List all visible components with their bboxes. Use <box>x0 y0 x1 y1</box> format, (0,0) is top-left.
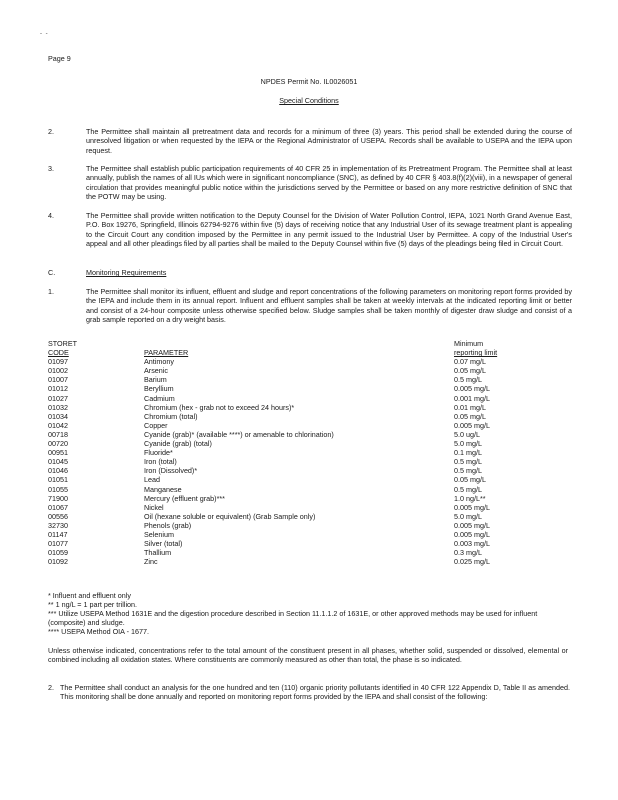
table-row <box>48 412 544 421</box>
storet-code-cell: 00556 <box>48 511 68 521</box>
col-header-minimum: Minimum <box>454 339 484 348</box>
table-row <box>48 439 544 448</box>
storet-code-cell: 01051 <box>48 475 68 485</box>
table-row <box>48 485 544 494</box>
storet-code-cell: 01055 <box>48 484 68 494</box>
parameter-cell: Zinc <box>144 557 158 567</box>
storet-code-cell: 01077 <box>48 539 68 549</box>
reporting-limit-cell: 0.001 mg/L <box>454 393 490 403</box>
paragraph-records: The Permittee shall maintain all pretreatment data and records for a minimum of three (3) years. This period shall be extended during the course of unresolved litigation or when requested by the IEPA or the Regional Administrator of USEPA. Records shall be available to USEPA and the IEPA upon request. <box>86 127 572 155</box>
section-title: Special Conditions <box>279 96 339 105</box>
paragraph-number: 4. <box>48 211 54 220</box>
parameter-cell: Copper <box>144 420 168 430</box>
storet-code-cell: 01046 <box>48 466 68 476</box>
parameter-cell: Beryllium <box>144 384 174 394</box>
table-row <box>48 366 544 375</box>
reporting-limit-cell: 0.1 mg/L <box>454 448 482 458</box>
reporting-limit-cell: 0.3 mg/L <box>454 548 482 558</box>
table-row <box>48 494 544 503</box>
reporting-limit-cell: 0.005 mg/L <box>454 502 490 512</box>
storet-code-cell: 71900 <box>48 493 68 503</box>
storet-code-cell: 00718 <box>48 429 68 439</box>
table-row <box>48 394 544 403</box>
col-header-reporting-limit: reporting limit <box>454 348 498 358</box>
table-row <box>48 548 544 557</box>
storet-code-cell: 00720 <box>48 439 68 449</box>
table-row <box>48 475 544 484</box>
monitoring-heading: Monitoring Requirements <box>86 268 167 277</box>
page-number: Page 9 <box>48 54 71 63</box>
reporting-limit-cell: 1.0 ng/L** <box>454 493 486 503</box>
parameter-cell: Iron (Dissolved)* <box>144 466 198 476</box>
storet-code-cell: 00951 <box>48 448 68 458</box>
storet-code-cell: 32730 <box>48 520 68 530</box>
reporting-limit-cell: 0.005 mg/L <box>454 529 490 539</box>
reporting-limit-cell: 0.003 mg/L <box>454 539 490 549</box>
parameter-cell: Fluoride* <box>144 448 173 458</box>
parameter-cell: Cyanide (grab) (total) <box>144 439 212 449</box>
footnote: ** 1 ng/L = 1 part per trillion. <box>48 600 138 609</box>
monitoring-paragraph: The Permittee shall monitor its influent, effluent and sludge and report concentrations of the following parameters on monitoring report forms provided by the IEPA and include them in its annual report. Influent and effluent samples shall be taken at weekly intervals at the indicated reporting limit or better and consist of a 24-hour composite unless otherwise specified below. Sludge samples shall be taken monthly of digester draw sludge and consist of a grab sample reported on a dry weight basis. <box>86 287 572 324</box>
permit-title: NPDES Permit No. IL0026051 <box>260 77 358 86</box>
parameter-cell: Nickel <box>144 502 164 512</box>
parameter-cell: Cadmium <box>144 393 175 403</box>
table-row <box>48 375 544 384</box>
reporting-limit-cell: 0.05 mg/L <box>454 366 486 376</box>
footnote: *** Utilize USEPA Method 1631E and the digestion procedure described in Section 11.1.1.2 of 1631E, or other approved methods may be used for influent (composite) and sludge. <box>48 609 538 628</box>
parameter-cell: Thallium <box>144 548 172 558</box>
table-row <box>48 403 544 412</box>
reporting-limit-cell: 0.5 mg/L <box>454 466 482 476</box>
storet-code-cell: 01002 <box>48 366 68 376</box>
paragraph-appeal-notification: The Permittee shall provide written notification to the Deputy Counsel for the Division of Water Pollution Control, IEPA, 1021 North Grand Avenue East, P.O. Box 19276, Springfield, Illinois 62794-9276 within five (5) days of receiving notice that any Industrial User of its sewage treatment plant is appealing to the Circuit Court any condition imposed by the Permittee in any permit issued to the Industrial User by Permittee. A copy of the Industrial User's appeal and all other pleadings filed by all parties shall be mailed to the Deputy Counsel within five (5) days of the pleadings being filed in Circuit Court. <box>86 211 572 248</box>
table-row <box>48 503 544 512</box>
reporting-limit-cell: 0.005 mg/L <box>454 384 490 394</box>
storet-code-cell: 01092 <box>48 557 68 567</box>
table-row <box>48 557 544 566</box>
table-row <box>48 521 544 530</box>
corner-mark: - - <box>40 31 49 37</box>
parameter-table <box>48 339 544 566</box>
storet-code-cell: 01045 <box>48 457 68 467</box>
reporting-limit-cell: 5.0 mg/L <box>454 511 482 521</box>
table-row <box>48 430 544 439</box>
storet-code-cell: 01147 <box>48 529 68 539</box>
parameter-cell: Oil (hexane soluble or equivalent) (Grab Sample only) <box>144 511 316 521</box>
table-row <box>48 421 544 430</box>
section-letter: C. <box>48 268 56 277</box>
parameter-cell: Antimony <box>144 357 174 367</box>
organic-pollutants-paragraph: The Permittee shall conduct an analysis for the one hundred and ten (110) organic priority pollutants identified in 40 CFR 122 Appendix D, Table II as amended. This monitoring shall be done annually and reported on monitoring report forms provided by the IEPA and shall consist of the following: <box>60 683 570 702</box>
reporting-limit-cell: 0.005 mg/L <box>454 520 490 530</box>
parameter-cell: Barium <box>144 375 167 385</box>
paragraph-number: 2. <box>48 683 54 692</box>
reporting-limit-cell: 0.05 mg/L <box>454 411 486 421</box>
reporting-limit-cell: 0.005 mg/L <box>454 420 490 430</box>
storet-code-cell: 01032 <box>48 402 68 412</box>
parameter-cell: Arsenic <box>144 366 168 376</box>
parameter-cell: Lead <box>144 475 160 485</box>
storet-code-cell: 01097 <box>48 357 68 367</box>
table-row <box>48 539 544 548</box>
storet-code-cell: 01027 <box>48 393 68 403</box>
table-row <box>48 384 544 393</box>
parameter-cell: Mercury (effluent grab)*** <box>144 493 225 503</box>
reporting-limit-cell: 0.025 mg/L <box>454 557 490 567</box>
reporting-limit-cell: 0.5 mg/L <box>454 457 482 467</box>
table-row <box>48 448 544 457</box>
table-row <box>48 466 544 475</box>
parameter-cell: Silver (total) <box>144 539 183 549</box>
reporting-limit-cell: 0.5 mg/L <box>454 484 482 494</box>
paragraph-number: 3. <box>48 164 54 173</box>
parameter-cell: Chromium (hex - grab not to exceed 24 hours)* <box>144 402 295 412</box>
reporting-limit-cell: 0.5 mg/L <box>454 375 482 385</box>
paragraph-public-participation: The Permittee shall establish public participation requirements of 40 CFR 25 in implementation of its Pretreatment Program. The Permittee shall at least annually, publish the names of all IUs which were in significant noncompliance (SNC), as defined by 40 CFR § 403.8(f)(2)(viii), in a newspaper of general circulation that provides meaningful public notice within the jurisdictions served by the Permittee or based on any more restrictive definition of SNC that the POTW may be using. <box>86 164 572 201</box>
parameter-cell: Chromium (total) <box>144 411 198 421</box>
storet-code-cell: 01007 <box>48 375 68 385</box>
storet-code-cell: 01067 <box>48 502 68 512</box>
reporting-limit-cell: 0.05 mg/L <box>454 475 486 485</box>
storet-code-cell: 01012 <box>48 384 68 394</box>
table-row <box>48 512 544 521</box>
parameter-cell: Cyanide (grab)* (available ****) or amenable to chlorination) <box>144 429 334 439</box>
col-header-code: CODE <box>48 348 69 358</box>
col-header-storet: STORET <box>48 339 78 348</box>
reporting-limit-cell: 0.01 mg/L <box>454 402 486 412</box>
storet-code-cell: 01059 <box>48 548 68 558</box>
reporting-limit-cell: 5.0 ug/L <box>454 429 480 439</box>
table-row <box>48 530 544 539</box>
footnote: **** USEPA Method OIA - 1677. <box>48 627 149 636</box>
parameter-cell: Manganese <box>144 484 182 494</box>
reporting-limit-cell: 5.0 mg/L <box>454 439 482 449</box>
parameter-cell: Phenols (grab) <box>144 520 192 530</box>
reporting-limit-cell: 0.07 mg/L <box>454 357 486 367</box>
concentration-note: Unless otherwise indicated, concentrations refer to the total amount of the constituent present in all phases, whether solid, suspended or dissolved, elemental or combined including all oxidation states. Where constituents are commonly measured as other than total, the phase is so indicated. <box>48 646 568 665</box>
table-row <box>48 457 544 466</box>
storet-code-cell: 01034 <box>48 411 68 421</box>
table-row <box>48 357 544 366</box>
footnote: * Influent and effluent only <box>48 591 131 600</box>
col-header-parameter: PARAMETER <box>144 348 189 358</box>
parameter-cell: Selenium <box>144 529 174 539</box>
parameter-cell: Iron (total) <box>144 457 177 467</box>
paragraph-number: 1. <box>48 287 54 296</box>
storet-code-cell: 01042 <box>48 420 68 430</box>
paragraph-number: 2. <box>48 127 54 136</box>
